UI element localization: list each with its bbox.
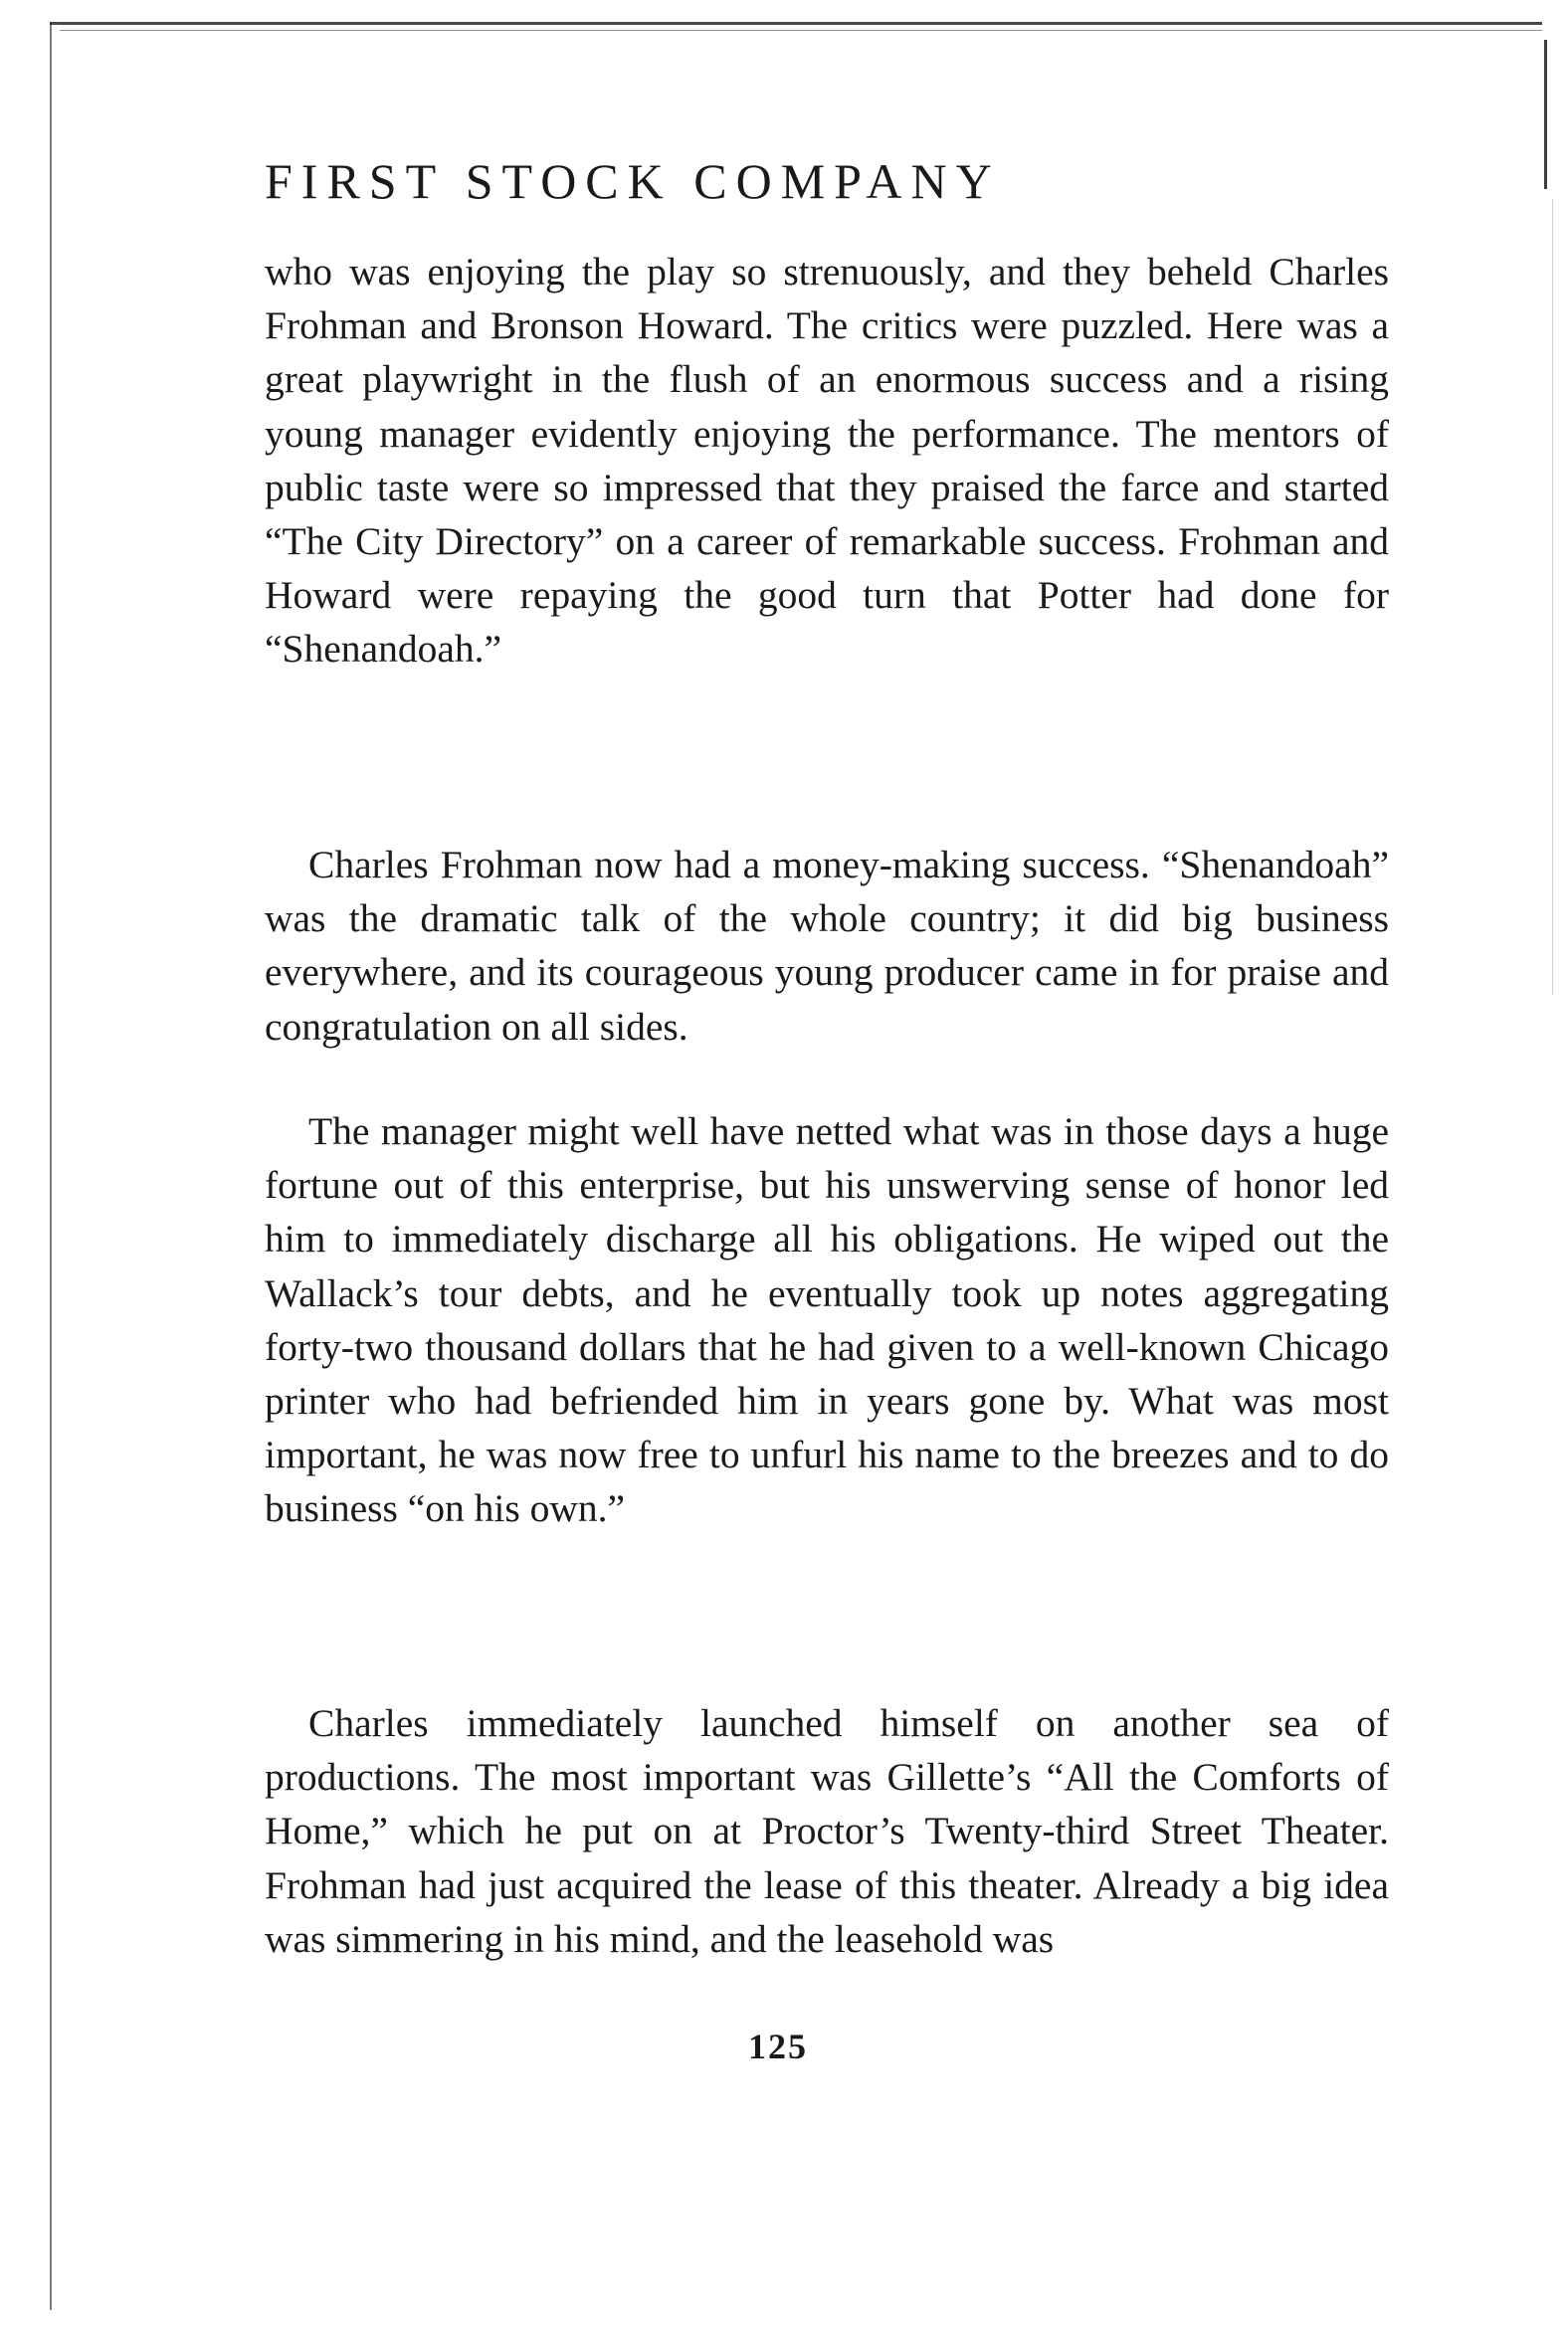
paragraph-1: who was enjoying the play so strenuously, and they beheld Charles Frohman and Bronson Howard. The critics were puzzled. Here was a great playwright in the flush of an enormous success and a rising young manager evidently enjoying the performance. The mentors of public taste were so impressed that they praised the farce and started “The City Directory” on a career of remarkable success. Frohman and Howard were repaying the good turn that Potter had done for “Shenandoah.” — [265, 250, 1389, 672]
scan-edge-right-faint — [1552, 199, 1553, 995]
running-head: FIRST STOCK COMPANY — [265, 153, 1001, 209]
scan-edge-right — [1544, 40, 1547, 189]
scan-edge-top-inner — [60, 30, 1542, 31]
scan-edge-top — [50, 22, 1542, 25]
paragraph-3: The manager might well have netted what was in those days a huge fortune out of this enterprise, but his unswerving sense of honor led him to immediately discharge all his obligations. He wiped out the Wallack’s tour debts, and he eventually took up notes aggregating forty-two thousand dollars that he had given to a well-known Chicago printer who had befriended him in years gone by. What was most important, he was now free to unfurl his name to the breezes and to do business “on his own.” — [265, 1109, 1389, 1531]
page-number: 125 — [748, 2027, 808, 2066]
scan-edge-left — [50, 22, 52, 2310]
paragraph-4: Charles immediately launched himself on another sea of productions. The most important was Gillette’s “All the Comforts of Home,” which he put on at Proctor’s Twenty-third Street Theater. Frohman had just acquired the lease of this theater. Already a big idea was simmering in his mind, and the leasehold was — [265, 1701, 1389, 1961]
paragraph-2: Charles Frohman now had a money-making success. “Shenandoah” was the dramatic talk of the whole country; it did big business everywhere, and its courageous young producer came in for praise and congratulation on all sides. — [265, 843, 1389, 1049]
